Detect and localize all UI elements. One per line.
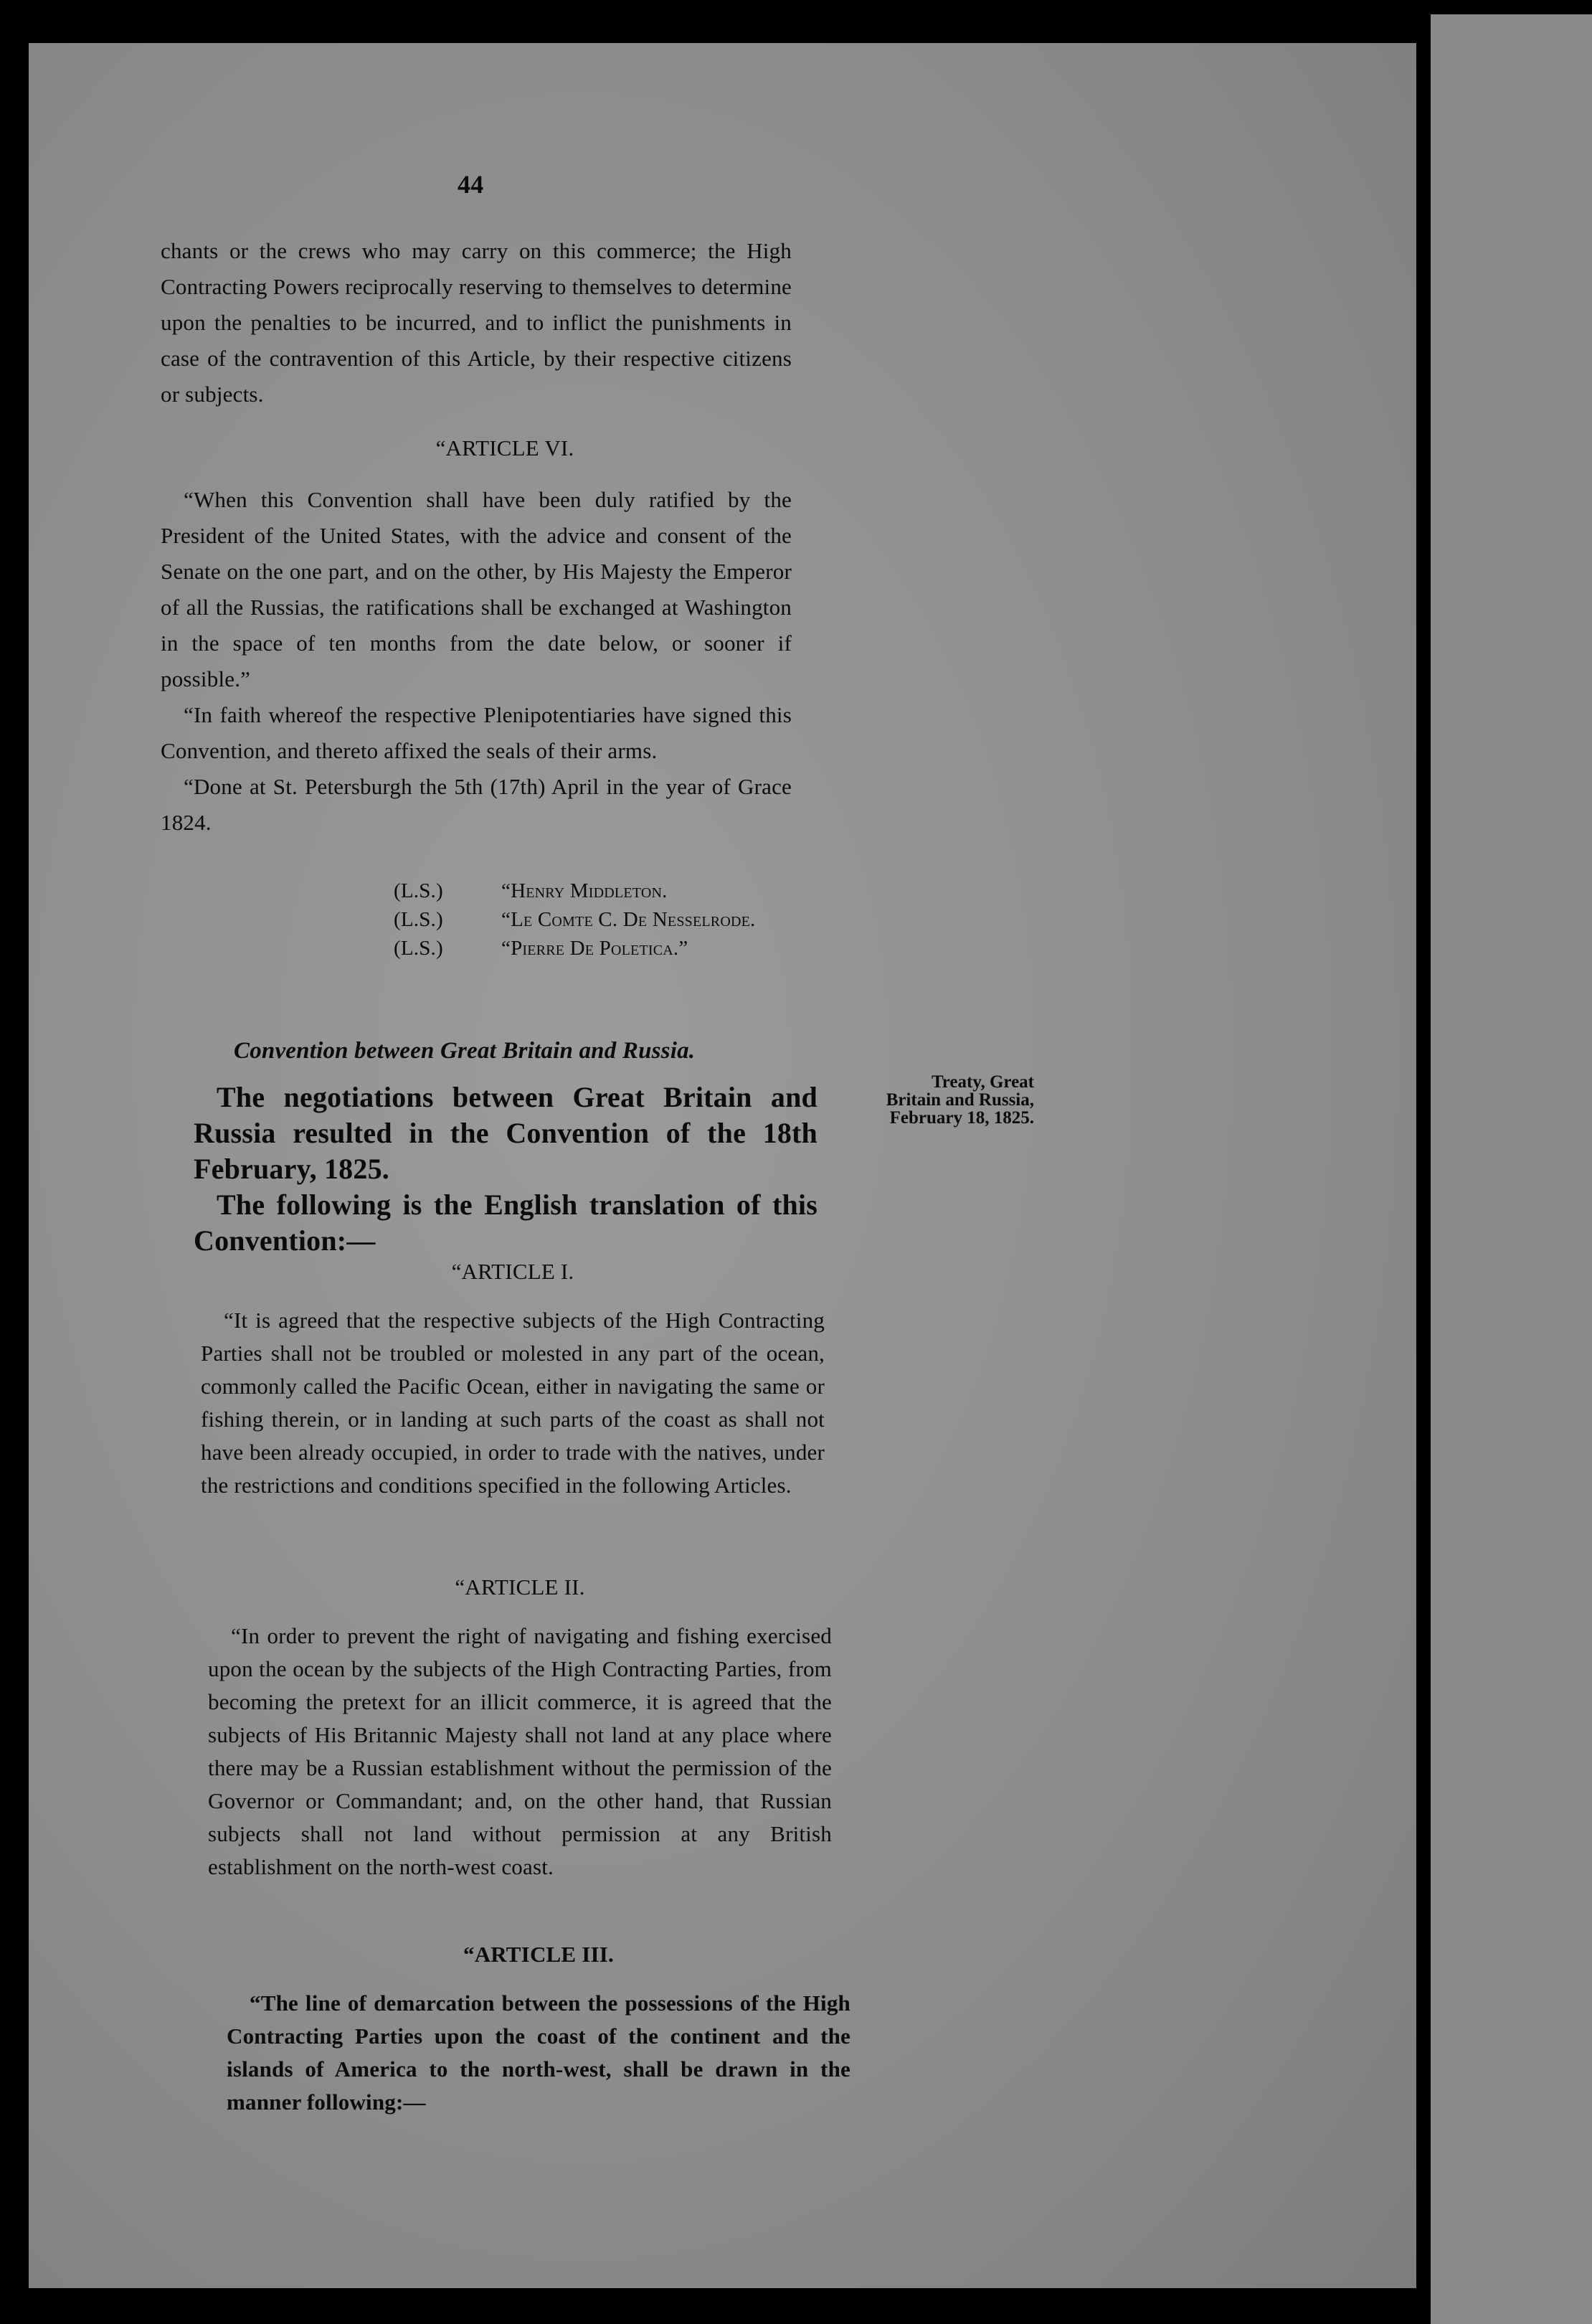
article-i-text: “It is agreed that the respective subjects of the High Contracting Parties shall not be troubled or molested in any part of the ocean, commonly called the Pacific Ocean, either in navigating the same or fishing therein, or in landing at such parts of the coast as shall not have been already occupied, in order to trade with the natives, under the restrictions and conditions specified in the following Articles. [201, 1308, 825, 1498]
article-vi-paragraph: “Done at St. Petersburgh the 5th (17th) April in the year of Grace 1824. [161, 774, 792, 835]
signatures [161, 877, 806, 963]
signatory-name: “Le Comte C. De Nesselrode. [501, 908, 756, 931]
seal-mark: (L.S.) [394, 879, 443, 902]
article-i [201, 1255, 825, 1502]
article-iii [227, 1938, 851, 2119]
signature-line [161, 877, 806, 905]
top-paragraph [161, 233, 792, 412]
top-paragraph-text: chants or the crews who may carry on this commerce; the High Contracting Powers reciprocally reserving to themselves to determine upon the penalties to be incurred, and to inflict the punishments in case of the contravention of this Article, by their respective citizens or subjects. [161, 238, 792, 407]
article-vi-paragraph: “In faith whereof the respective Plenipotentiaries have signed this Convention, and thereto affixed the seals of their arms. [161, 702, 792, 763]
signature-line [161, 905, 806, 934]
page-number: 44 [458, 170, 484, 199]
signature-line [161, 934, 806, 963]
article-iii-heading: “ARTICLE III. [463, 1942, 614, 1967]
adjacent-page-edge [1431, 14, 1592, 2324]
intro-paragraph: The following is the English translation of this Convention:— [194, 1189, 818, 1257]
signatory-name: “Henry Middleton. [501, 879, 668, 902]
intro-paragraph: The negotiations between Great Britain and Russia resulted in the Convention of the 18th February, 1825. [194, 1081, 818, 1185]
article-vi-paragraph: “When this Convention shall have been duly ratified by the President of the United States, with the advice and consent of the Senate on the one part, and on the other, by His Majesty the Emperor of all the Russias, the ratifications shall be exchanged at Washington in the space of ten months from the date below, or sooner if possible.” [161, 487, 792, 691]
article-iii-text: “The line of demarcation between the possessions of the High Contracting Parties upon the coast of the continent and the islands of America to the north-west, shall be drawn in the manner following:— [227, 1990, 851, 2115]
section-title: Convention between Great Britain and Russia. [234, 1038, 696, 1064]
margin-note-line: Treaty, Great [931, 1072, 1034, 1092]
seal-mark: (L.S.) [394, 908, 443, 931]
article-vi [161, 430, 792, 841]
signatory-name: “Pierre De Poletica.” [501, 937, 688, 960]
margin-note-line: February 18, 1825. [889, 1108, 1034, 1128]
article-ii-heading: “ARTICLE II. [455, 1574, 585, 1600]
intro [194, 1080, 818, 1259]
article-vi-heading: “ARTICLE VI. [435, 435, 574, 460]
seal-mark: (L.S.) [394, 937, 443, 960]
margin-note-line: Britain and Russia, [886, 1090, 1034, 1110]
article-ii-text: “In order to prevent the right of navigating and fishing exercised upon the ocean by the subjects of the High Contracting Parties, from becoming the pretext for an illicit commerce, it is agreed that the subjects of His Britannic Majesty shall not land at any place where there may be a Russian establishment without the permission of the Governor or Commandant; and, on the other hand, that Russian subjects shall not land without permission at any British establishment on the north-west coast. [208, 1623, 832, 1879]
article-i-heading: “ARTICLE I. [451, 1259, 574, 1284]
margin-note [869, 1073, 1034, 1127]
article-ii [208, 1571, 832, 1884]
